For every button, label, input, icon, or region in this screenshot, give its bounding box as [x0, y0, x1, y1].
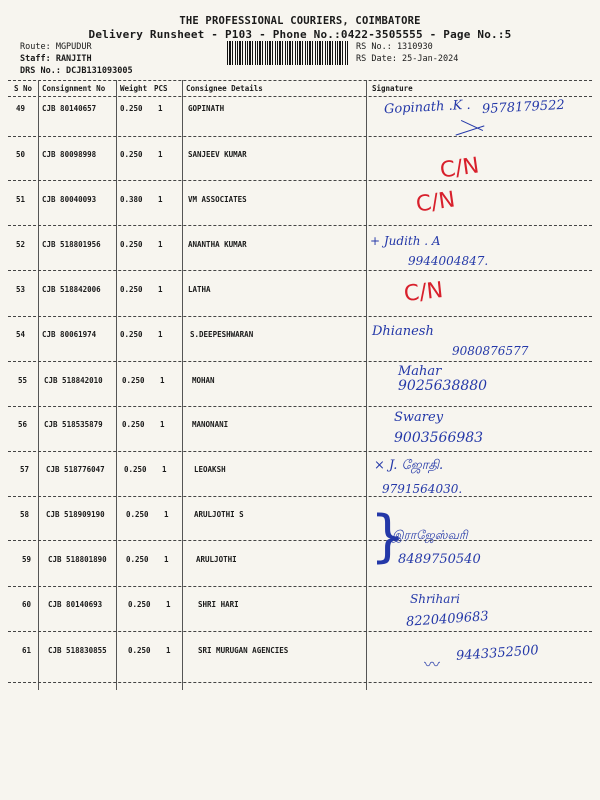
table-top-rule — [8, 80, 592, 81]
row-rule — [8, 540, 592, 541]
cell-sno: 56 — [18, 420, 28, 429]
cell-weight: 0.250 — [120, 150, 143, 159]
row-rule — [8, 270, 592, 271]
cell-pcs: 1 — [166, 600, 171, 609]
signature-name: + Judith . A — [370, 234, 441, 248]
row-rule — [8, 496, 592, 497]
cell-weight: 0.250 — [128, 600, 151, 609]
cell-consignment: CJB 80140693 — [48, 600, 103, 609]
cell-pcs: 1 — [160, 376, 165, 385]
cell-sno: 50 — [16, 150, 26, 159]
signature-scribble — [456, 125, 485, 135]
rs-no-label: RS No.: 1310930 — [356, 42, 433, 52]
cell-pcs: 1 — [164, 555, 169, 564]
signature-phone: 9080876577 — [452, 344, 529, 358]
cell-weight: 0.250 — [126, 510, 149, 519]
cell-sno: 51 — [16, 195, 26, 204]
cn-mark: C/N — [402, 278, 445, 307]
cell-sno: 60 — [22, 600, 32, 609]
signature-phone: 9944004847. — [408, 254, 489, 268]
signature-name: Dhianesh — [372, 324, 434, 339]
signature-phone: 9578179522 — [481, 97, 566, 118]
signature-phone: 8489750540 — [398, 552, 481, 567]
cell-weight: 0.250 — [122, 376, 145, 385]
cell-consignee: S.DEEPESHWARAN — [190, 330, 254, 339]
cell-consignment: CJB 518842010 — [44, 376, 103, 385]
row-rule — [8, 406, 592, 407]
cell-consignment: CJB 518909190 — [46, 510, 105, 519]
runsheet-subtitle: Delivery Runsheet - P103 - Phone No.:0422-3505555 - Page No.:5 — [88, 28, 512, 41]
cell-weight: 0.250 — [120, 330, 143, 339]
cell-weight: 0.250 — [126, 555, 149, 564]
row-rule — [8, 136, 592, 137]
cell-pcs: 1 — [166, 646, 171, 655]
cell-pcs: 1 — [158, 104, 163, 113]
cell-weight: 0.250 — [120, 104, 143, 113]
table-header-rule — [8, 96, 592, 97]
cell-consignee: ARULJOTHI — [196, 555, 237, 564]
staff-label: Staff: RANJITH — [20, 54, 92, 64]
row-rule — [8, 682, 592, 683]
cell-weight: 0.250 — [120, 285, 143, 294]
col-header-weight: Weight — [120, 84, 148, 93]
signature-name: Gopinath .K . — [383, 97, 471, 118]
column-divider — [116, 80, 117, 690]
route-label: Route: MGPUDUR — [20, 42, 92, 52]
row-rule — [8, 225, 592, 226]
cell-pcs: 1 — [162, 465, 167, 474]
signature-phone: 9025638880 — [398, 378, 488, 394]
rs-date-label: RS Date: 25-Jan-2024 — [356, 54, 459, 64]
signature-phone: 9003566983 — [394, 430, 484, 446]
cell-sno: 59 — [22, 555, 32, 564]
cell-consignment: CJB 518842006 — [42, 285, 101, 294]
column-divider — [38, 80, 39, 690]
cell-sno: 54 — [16, 330, 26, 339]
cell-weight: 0.250 — [120, 240, 143, 249]
cell-consignee: ARULJOTHI S — [194, 510, 244, 519]
cell-consignment: CJB 80140657 — [42, 104, 97, 113]
row-rule — [8, 451, 592, 452]
cell-sno: 52 — [16, 240, 26, 249]
signature-phone: 9443352500 — [455, 643, 540, 664]
cell-consignee: MANONANI — [192, 420, 229, 429]
cell-consignee: LEOAKSH — [194, 465, 226, 474]
cell-pcs: 1 — [160, 420, 165, 429]
cell-consignment: CJB 518801890 — [48, 555, 107, 564]
cell-sno: 53 — [16, 285, 26, 294]
signature-phone: 8220409683 — [405, 609, 490, 630]
row-rule — [8, 180, 592, 181]
row-rule — [8, 361, 592, 362]
row-rule — [8, 316, 592, 317]
cell-consignee: GOPINATH — [188, 104, 225, 113]
cell-consignee: VM ASSOCIATES — [188, 195, 247, 204]
cell-consignment: CJB 80098998 — [42, 150, 97, 159]
cell-weight: 0.250 — [128, 646, 151, 655]
cell-sno: 49 — [16, 104, 26, 113]
cell-consignment: CJB 518801956 — [42, 240, 101, 249]
cell-consignment: CJB 80040093 — [42, 195, 97, 204]
signature-name: Shrihari — [410, 592, 460, 606]
row-rule — [8, 586, 592, 587]
cell-weight: 0.250 — [124, 465, 147, 474]
cell-sno: 61 — [22, 646, 32, 655]
cell-pcs: 1 — [158, 150, 163, 159]
cell-consignee: SANJEEV KUMAR — [188, 150, 247, 159]
col-header-signature: Signature — [372, 84, 413, 93]
signature-name: Mahar — [398, 364, 442, 379]
drs-label: DRS No.: DCJB131093005 — [20, 66, 133, 76]
cell-sno: 57 — [20, 465, 30, 474]
signature-name: இராஜேஸ்வரி — [392, 528, 468, 542]
col-header-consignment: Consignment No — [42, 84, 106, 93]
column-divider — [182, 80, 183, 690]
cell-pcs: 1 — [158, 285, 163, 294]
barcode — [227, 41, 349, 65]
cell-consignment: CJB 518830855 — [48, 646, 107, 655]
column-divider — [366, 80, 367, 690]
cell-sno: 55 — [18, 376, 28, 385]
cell-consignment: CJB 518535879 — [44, 420, 103, 429]
cell-consignee: MOHAN — [192, 376, 215, 385]
cn-mark: C/N — [414, 187, 457, 218]
row-rule — [8, 631, 592, 632]
col-header-sno: S No — [14, 84, 33, 93]
cell-sno: 58 — [20, 510, 30, 519]
signature-name: × J. ஜோதி. — [374, 458, 444, 473]
cell-pcs: 1 — [158, 195, 163, 204]
bracket-mark: } — [370, 504, 406, 569]
cell-pcs: 1 — [158, 330, 163, 339]
cell-consignment: CJB 518776047 — [46, 465, 105, 474]
cell-pcs: 1 — [158, 240, 163, 249]
signature-name: Swarey — [394, 410, 444, 425]
cell-pcs: 1 — [164, 510, 169, 519]
cell-consignee: SHRI HARI — [198, 600, 239, 609]
signature-scribble: 〰 — [424, 655, 441, 674]
col-header-pcs: PCS — [154, 84, 168, 93]
signature-phone: 9791564030. — [382, 482, 463, 496]
cell-consignee: SRI MURUGAN AGENCIES — [198, 646, 289, 655]
cell-consignee: LATHA — [188, 285, 211, 294]
cell-consignee: ANANTHA KUMAR — [188, 240, 247, 249]
cell-consignment: CJB 80061974 — [42, 330, 97, 339]
company-title: THE PROFESSIONAL COURIERS, COIMBATORE — [179, 15, 421, 27]
col-header-consignee: Consignee Details — [186, 84, 263, 93]
cell-weight: 0.250 — [122, 420, 145, 429]
cell-weight: 0.380 — [120, 195, 143, 204]
cn-mark: C/N — [438, 153, 481, 184]
